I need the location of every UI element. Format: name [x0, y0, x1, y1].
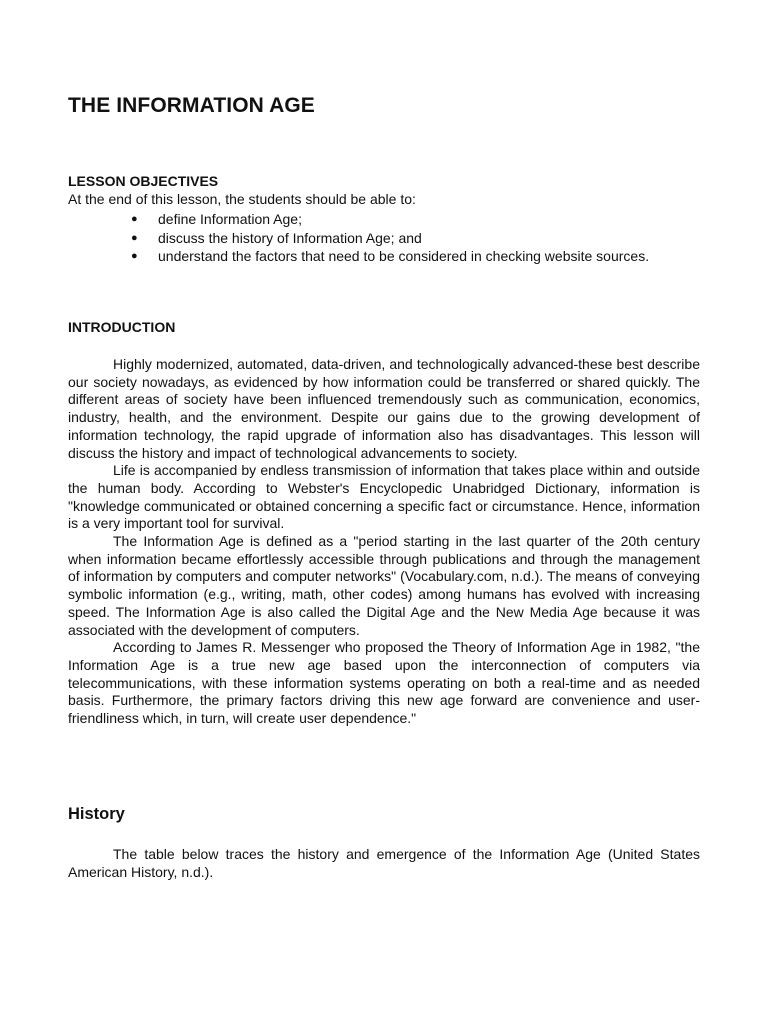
introduction-heading: INTRODUCTION [68, 319, 176, 335]
objectives-list [131, 210, 731, 266]
introduction-paragraph: Life is accompanied by endless transmission of information that takes place within and outside the human body. According to Webster's Encyclopedic Unabridged Dictionary, information is "knowledge communicated or obtained concerning a specific fact or circumstance. Hence, information is a very important tool for survival. [68, 462, 700, 532]
objectives-lead-in: At the end of this lesson, the students should be able to: [68, 191, 416, 207]
bullet-icon: ● [131, 250, 138, 262]
objective-text: discuss the history of Information Age; and [158, 229, 422, 246]
introduction-body [68, 356, 700, 728]
objective-text: understand the factors that need to be considered in checking website sources. [158, 248, 650, 264]
lesson-objectives-heading: LESSON OBJECTIVES [68, 173, 219, 189]
objective-text: define Information Age; [158, 211, 302, 227]
history-paragraph: The table below traces the history and emergence of the Information Age (United States American History, n.d.). [68, 846, 700, 880]
objective-item [131, 247, 731, 266]
objective-item [131, 229, 731, 248]
introduction-paragraph: According to James R. Messenger who proposed the Theory of Information Age in 1982, "the Information Age is a true new age based upon the interconnection of computers via telecommunications, with these information systems operating on both a real-time and as needed basis. Furthermore, the primary factors driving this new age forward are convenience and user-friendliness which, in turn, will create user dependence." [68, 639, 700, 727]
document-title: THE INFORMATION AGE [68, 94, 315, 117]
history-heading: History [68, 805, 125, 823]
bullet-icon: ● [131, 231, 138, 244]
introduction-paragraph: The Information Age is defined as a "period starting in the last quarter of the 20th century when information became effortlessly accessible through publications and through the management of information by computers and computer networks" (Vocabulary.com, n.d.). The means of conveying symbolic information (e.g., writing, math, other codes) among humans has evolved with increasing speed. The Information Age is also called the Digital Age and the New Media Age because it was associated with the development of computers. [68, 533, 700, 638]
bullet-icon: ● [131, 213, 138, 225]
objective-item [131, 210, 731, 229]
introduction-paragraph: Highly modernized, automated, data-driven, and technologically advanced-these best describe our society nowadays, as evidenced by how information could be transferred or shared quickly. The different areas of society have been influenced tremendously such as communication, economics, industry, health, and the environment. Despite our gains due to the growing development of information technology, the rapid upgrade of information also has disadvantages. This lesson will discuss the history and impact of technological advancements to society. [68, 356, 700, 461]
